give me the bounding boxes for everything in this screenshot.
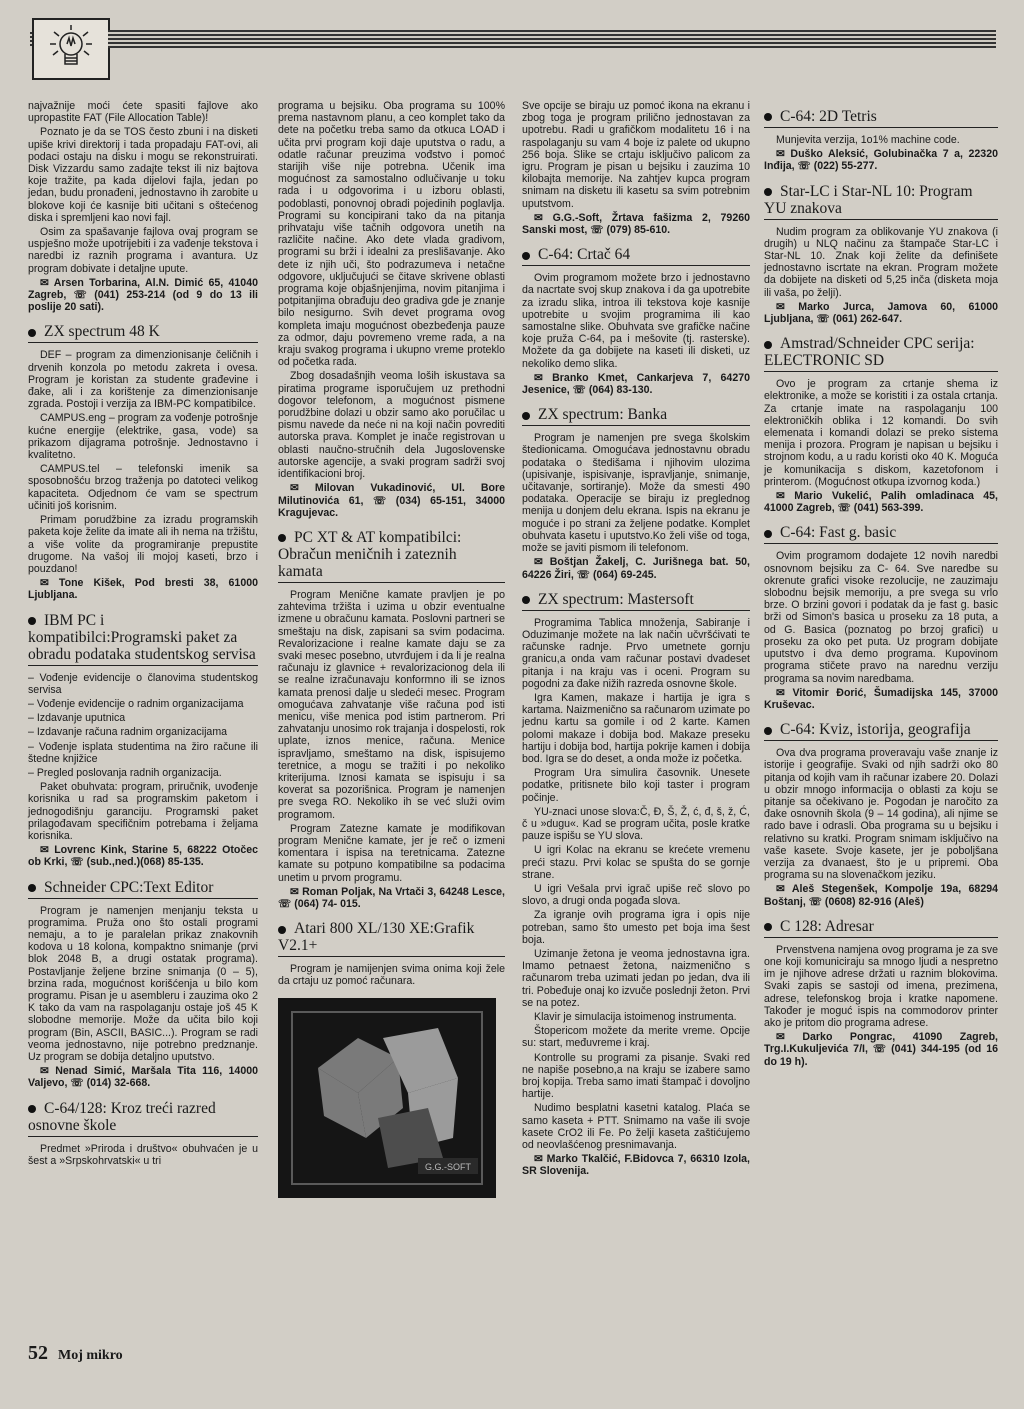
bullet-icon: [764, 188, 772, 196]
paragraph: programa u bejsiku. Oba programa su 100% prema nastavnom planu, a ceo komplet tako da dete na početku treba samo da otkuca LOAD i učita prvi program koji daje uputstva o radu, a odatle računar preuzima vođstvo i pomoć starijih više nije potrebna. Učenik ima mogućnost za samostalno odlučivanje u toku rada i u odgovorima i u izboru oblasti, podoblasti, ponovnoj obradi pojedinih poglavlja. Programi su koncipirani tako da na pitanja prihvataju više tačnih odgovora unetih na različite načine. Ako dete vlada gradivom, programi su brži i idealni za preslišavanje. Ako dete iz njih uči, što podrazumeva i netačne odgovore, uključujući se čitave skrivene oblasti programa koje objašnjenjima, novim pitanjima i potpitanjima obrađuju deo gradiva gde je znanje bilo nesigurno. Svih devet programa ovog kompleta imaju mogućnost obezbeđenja pauze za odmor, daju povremeno vreme rada, a na kraju svakog programa i ukupno vreme proteklo od početka rada.: [278, 100, 505, 369]
section-heading: Amstrad/Schneider CPC serija: ELECTRONIC SD: [764, 335, 998, 372]
column-2: [278, 100, 505, 1206]
paragraph: Nudim program za oblikovanje YU znakova (i drugih) u NLQ načinu za štampače Star-LC i Star-NL 10. Znak koji želite da definišete jednostavno iscrtate na ekran. Program možete da dobijete na disketi od 5,25 inča (disketa moja ili vaša, po želji).: [764, 225, 998, 299]
paragraph: Program Menične kamate pravljen je po zahtevima tržišta i uzima u obzir eventualne izmene u obračunu kamata. Poslovni partneri se smeštaju na disk, zapisani sa svim podacima. Revalorizacione i realne kamate daju se za svaki mesec posebno, utvrđujem i da li je realna računaju iz glavnice + revalorizacionog dela ili se realne izračunavaju konformno ili se iznos kamata prenosi dalje u sledeći mesec. Program omogućava zahvatanje više računa pod isti menicu, više menica pod istim partnerom. Pri zahvatanju unosimo rok trajanja i dospelosti, rok uplate, iznos menice, računa. Menice ispravljamo, smeštamo na disk, ispisujemo teretnice, a mogu se tražiti i po nekoliko kriterijuma. Iznosi kamata se ispisuju i sa koverat sa pozorišnica. Program je namenjen pre svega RO. Nekoliko ih se već služi ovim programom.: [278, 588, 505, 821]
section-heading: ZX spectrum 48 K: [28, 323, 258, 343]
paragraph: Sve opcije se biraju uz pomoć ikona na ekranu i zbog toga je program prilično jednostavan za upotrebu. Radi u grafičkom modalitetu 16 i na raspolaganju su vam 4 boje iz palete od ukupno 256 boja. Slike se crtaju isključivo palicom za igru. Program je pisan u bejsiku i zauzima 10 kilobajta memorije. Na zahtjev kupca program snimam na disketu ili kasetu sa svim potrebnim uputstvom.: [522, 100, 750, 210]
address: ✉ Arsen Torbarina, Al.N. Dimić 65, 41040 Zagreb, ☏ (041) 253-214 (od 9 do 13 ili poslije 20 sati).: [28, 276, 258, 314]
section-heading: C-64: Kviz, istorija, geografija: [764, 721, 998, 741]
bullet-icon: [764, 530, 772, 538]
paragraph: Klavir je simulacija istoimenog instrumenta.: [534, 1011, 737, 1023]
section-heading: C-64/128: Kroz treći razred osnovne škole: [28, 1100, 258, 1137]
column-4: [764, 100, 998, 1074]
list-item: – Vođenje evidencije o radnim organizacijama: [28, 697, 244, 710]
bullet-icon: [764, 727, 772, 735]
paragraph: Ovo je program za crtanje shema iz elektronike, a može se koristiti i za ostala crtanja. Za crtanje imate na raspolaganju 100 elektroničkih oblika i 12 komandi. Do svih elemenata i komandi dolazi se preko sistema menija i prozora. Program je napisan u bejsiku i strojnom kodu, a u radu koristi oko 40 K. Moguća je komunikacija s diskom, kazetofonom i printerom. (Mogućnost otkupa izvornog koda.): [764, 378, 998, 488]
paragraph: Poznato je da se TOS često zbuni i na disketi upiše krivi direktorij i tada propadaju FAT-ovi, ali podaci ostaju na disku i mogu se rekonstruirati. Disk Vizzardu samo zadajte tekst ili niz bajtova koje tražite, pa kada dijelovi fajla, jedan po jedan, budu pronađeni, jednostavno ih zarobite u blokove koji će kasnije biti učitani s oštećenog diska i spremljeni kao novi fajl.: [28, 126, 258, 224]
paragraph: Ovim programom možete brzo i jednostavno da nacrtate svoj skup znakova i da ga upotrebite za izradu slika, introa ili tekstova koje kasnije upotrebite u svojim programima ili kao samostalne slike. Obuhvata sve grafičke načine koje pruža C-64, pa i mešovite (tj. rasterske). Možete da ga dobijete na kaseti ili disketi, uz nekoliko demo slika.: [522, 272, 750, 370]
list-item: – Izdavanje uputnica: [28, 712, 126, 725]
list-item: – Vođenje isplata studentima na žiro račune ili štedne knjižice: [28, 740, 258, 765]
paragraph: Paket obuhvata: program, priručnik, uvođenje korisnika u rad sa programskim paketom i jednogodišnju garanciju. Programski paket prilagođavam specifičnim potrebama i željama korisnika.: [28, 781, 258, 842]
section-heading: C-64: 2D Tetris: [764, 108, 998, 128]
column-1: [28, 100, 258, 1169]
magazine-name: Moj mikro: [58, 1348, 123, 1363]
address: ✉ Roman Poljak, Na Vrtači 3, 64248 Lesce, ☏ (064) 74- 015.: [278, 885, 505, 910]
paragraph: Program je namenjen menjanju teksta u programima. Pruža ono što ostali programi nemaju, a to je paralelan prikaz znakovnih kodova u 18 kolona, kompaktno snimanje (prvi blok 2048 B, a drugi ostatak programa). Postavljanje željene brzine snimanja (0 – 5), brzina rada, mogućnost korišćenja u bilo kom programu. Pisan je u asembleru i zauzima oko 2 K tako da vam na raspolaganju ostaje još 45 K slobodne memorije. Može da učita bilo koji program (Bin, ASCII, BASIC...). Program se radi veoma jednostavno, nije potrebno predznanje. Uz program se dobija detaljno uputstvo.: [28, 904, 258, 1063]
paragraph: CAMPUS.tel – telefonski imenik sa sposobnošću brzog traženja po datoteci velikog kapaciteta. Odjednom će vam se spectrum učiniti još korisnim.: [28, 463, 258, 512]
bullet-icon: [28, 329, 36, 337]
address: ✉ Milovan Vukadinović, Ul. Bore Milutinovića 61, ☏ (034) 65-151, 34000 Kragujevac.: [278, 482, 505, 519]
paragraph: Primam porudžbine za izradu programskih paketa koje želite da imate ali ih nema na tržištu, a više volite da programiranje prepustite drugome. Na vašoj ili mojoj kaseti, brzo i pouzdano!: [28, 514, 258, 575]
bullet-icon: [28, 1105, 36, 1113]
header-stripes: [108, 30, 996, 48]
section-heading: ZX spectrum: Banka: [522, 406, 750, 426]
section-heading: C-64: Fast g. basic: [764, 524, 998, 544]
column-3: [522, 100, 750, 1184]
list-item: – Pregled poslovanja radnih organizacija.: [28, 766, 222, 779]
paragraph: Kontrolle su programi za pisanje. Svaki red ne napiše posebno,a na kraju se izabere samo broj kopija. Treba samo imati štampač i dovoljno hartije.: [522, 1051, 750, 1101]
section-heading: PC XT & AT kompatibilci: Obračun meničnih i zateznih kamata: [278, 529, 505, 583]
paragraph: CAMPUS.eng – program za vođenje potrošnje kućne energije (elektrike, gasa, vode) sa prikazom dijagrama potrošnje. Jednostavno i kvalitetno.: [28, 412, 258, 462]
bullet-icon: [278, 926, 286, 934]
section-heading: Atari 800 XL/130 XE:Grafik V2.1+: [278, 920, 505, 957]
bullet-icon: [522, 412, 530, 420]
paragraph: Zbog dosadašnjih veoma loših iskustava sa piratima programe isporučujem uz prethodni dogovor telefonom, a mogućnost pismene porudžbine dolazi u obzir samo ako poručilac u pismu navede da neće ni na koji način povrediti autorska prava. Komplet je inače registrovan u oblasti naučno-stručnih dela Jugoslovenske autorske agencije, a svaki program sadrži svoj identifikacioni broj.: [278, 370, 505, 481]
section-heading: C 128: Adresar: [764, 918, 998, 938]
paragraph: Uzimanje žetona je veoma jednostavna igra. Imamo petnaest žetona, naizmenično s računarom treba uzimati jedan po jedan, dva ili tri. Pobeđuje onaj ko izvuče poslednji žeton. Prvi se na potez.: [522, 947, 750, 1009]
address: ✉ Nenad Simić, Maršala Tita 116, 14000 Valjevo, ☏ (014) 32-668.: [28, 1065, 258, 1090]
paragraph: Program Ura simulira časovnik. Unesete podatke, pritisnete bilo koji taster i program počinje.: [522, 767, 750, 804]
address: ✉ Tone Kišek, Pod bresti 38, 61000 Ljubljana.: [28, 577, 258, 602]
paragraph: Štopericom možete da merite vreme. Opcije su: start, međuvreme i kraj.: [522, 1025, 750, 1050]
bullet-icon: [278, 534, 286, 542]
address: ✉ Boštjan Žakelj, C. Jurišnega bat. 50, 64226 Žiri, ☏ (064) 69-245.: [522, 556, 750, 581]
paragraph: Program Zatezne kamate je modifikovan program Menične kamate, jer je reč o izmeni komentara i ispisa na teretnicama. Zatezne kamate su potpuno kompatibilne sa podacima unetim u prvom programu.: [278, 822, 505, 884]
bullet-icon: [764, 341, 772, 349]
paragraph: Prvenstvena namjena ovog programa je za sve one koji komuniciraju sa mnogo ljudi a nespretno im je njihove adrese držati u raznim blokovima. Svaki zapis se sastoji od imena, prezimena, adrese, telefonskog broja i kratke napomene. Također je moguć ispis na commodorov printer ako je pritom dio programa adrese.: [764, 943, 998, 1029]
address: ✉ Aleš Stegenšek, Kompolje 19a, 68294 Boštanj, ☏ (0608) 82-916 (Aleš): [764, 883, 998, 908]
paragraph: najvažnije moći ćete spasiti fajlove ako upropastite FAT (File Allocation Table)!: [28, 100, 258, 125]
paragraph: U igri Vešala prvi igrač upiše reč slovo po slovo, a drugi onda pogađa slova.: [522, 882, 750, 908]
list-item: – Vođenje evidencije o članovima studentskog servisa: [28, 671, 258, 696]
address: ✉ Darko Pongrac, 41090 Zagreb, Trg.I.Kukuljevića 7/I, ☏ (041) 344-195 (od 16 do 19 h).: [764, 1031, 998, 1068]
photo-caption: G.G.-SOFT: [425, 1161, 471, 1172]
address: ✉ Marko Jurca, Jamova 60, 61000 Ljubljana, ☏ (061) 262-647.: [764, 300, 998, 326]
screenshot-photo: [278, 998, 496, 1198]
paragraph: Osim za spašavanje fajlova ovaj program se uspješno može upotrijebiti i za vađenje tekstova i naredbi iz raznih programa i avantura. Uz program dobivate i detaljne upute.: [28, 226, 258, 275]
paragraph: U igri Kolac na ekranu se krećete vremenu preći stazu. Prvi kolac se spušta do se gornje strane.: [522, 844, 750, 881]
paragraph: Program je namenjen pre svega školskim štedionicama. Omogućava jednostavnu obradu podataka o štedišama i njihovim ulozima (upisivanje, ispisivanje, ispravljanje, snimanje, učitavanje, sortiranje). Može da smesti 490 podataka. Operacije se biraju iz preglednog menija u donjem delu ekrana. Ispis na ekranu je moguće i po strani za željene podatke. Komplet obuhvata kasetu i uputstvo.Ko želi više od toga, može se javiti pismom ili telefonom.: [522, 432, 750, 555]
paragraph: Nudimo besplatni kasetni katalog. Plaća se samo kaseta + PTT. Snimamo na vaše ili svoje kasete CrO2 ili Fe. Po želji kaseta zaštićujemo od neovlašćenog presnimavanja.: [522, 1102, 750, 1152]
bullet-icon: [764, 923, 772, 931]
page-number: 52: [28, 1342, 48, 1364]
paragraph: Program je namijenjen svima onima koji žele da crtaju uz pomoć računara.: [278, 963, 505, 988]
paragraph: Ovim programom dodajete 12 novih naredbi osnovnom bejsiku za C- 64. Sve naredbe su okrenute grafici visoke rezolucije, ne zauzimaju slobodnu bejsik memoriju, a pre svega su vrlo brze. O brzini govori i podatak da je fast g. basic brži od Simon's basica u proseku za 18 puta, a od G. Basica (poznatog po brzoj grafici) u proseku za oko pet puta. Uz program dobijate uputstvo i dva demo programa. Kupovinom programa stičete pravo na narednu verziju programa sa novim naredbama.: [764, 550, 998, 685]
list-item: – Izdavanje računa radnim organizacijama: [28, 726, 228, 739]
section-heading: Schneider CPC:Text Editor: [28, 879, 258, 899]
section-heading: Star-LC i Star-NL 10: Program YU znakova: [764, 183, 998, 220]
address: ✉ Duško Aleksić, Golubinačka 7 a, 22320 Inđija, ☏ (022) 55-277.: [764, 148, 998, 173]
address: ✉ G.G.-Soft, Žrtava fašizma 2, 79260 Sanski most, ☏ (079) 85-610.: [522, 211, 750, 237]
page-footer: [28, 1342, 123, 1365]
paragraph: Za igranje ovih programa igra i opis nije potreban, samo što umesto pet boja ima šest boja.: [522, 909, 750, 946]
paragraph: YU-znaci unose slova:Č, Đ, Š, Ž, ć, đ, š, ž, Ć, č u »dugu«. Kad se program učita, posle kratke pauze ispišu se YU slova.: [522, 805, 750, 843]
lightbulb-logo-icon: [32, 18, 110, 80]
address: ✉ Marko Tkalčić, F.Bidovca 7, 66310 Izola, SR Slovenija.: [522, 1153, 750, 1178]
address: ✉ Lovrenc Kink, Starine 5, 68222 Otočec ob Krki, ☏ (sub.,ned.)(068) 85-135.: [28, 844, 258, 869]
paragraph: Igra Kamen, makaze i hartija je igra s kartama. Naizmenično sa računarom uzimate po jednu kartu sa gomile i od 2 karte. Kamen polomi makaze i dobija bod. Makaze preseku hartiju i dobija bod, hartija pokrije kamen i dobija bod. Igra se do deset, a onda može iz početka.: [522, 691, 750, 765]
paragraph: Programima Tablica množenja, Sabiranje i Oduzimanje možete na lak način učvršćivati te računske radnje. Prvo umetnete gornju granicu,a onda vam računar postavi dvadeset pitanja i na kraju vas i oceni. Program su pogodni za đake nižih razreda osnovne škole.: [522, 616, 750, 690]
bullet-icon: [522, 596, 530, 604]
bullet-icon: [28, 617, 36, 625]
address: ✉ Vitomir Đorić, Šumadijska 145, 37000 Kruševac.: [764, 686, 998, 711]
paragraph: Ova dva programa proveravaju vaše znanje iz istorije i geografije. Svaki od njih sadrži oko 80 pitanja od kojih vam ih računar izabere 20. Dolazi u obzir mnogo informacija o oblasti za koju se pitanje sa očekivano je. Pogodan je naročito za đake osnovnih škola (9 – 14 godina), ali njime se rado bave i odrasli. Oba programa su u bejsiku i relativno su kratki. Program snimam isključivo na vaše kasete. Svoje kasete, jer je poboljšana verzija za dvanaest, što je u pripremi. Oba programa su na slovenačkom jeziku.: [764, 747, 998, 882]
bullet-icon: [28, 884, 36, 892]
bullet-icon: [522, 252, 530, 260]
bullet-icon: [764, 113, 772, 121]
section-heading: IBM PC i kompatibilci:Programski paket za obradu podataka studentskog servisa: [28, 612, 258, 666]
paragraph: Predmet »Priroda i društvo« obuhvaćen je u šest a »Srpskohrvatski« u tri: [28, 1142, 258, 1167]
address: ✉ Mario Vukelić, Palih omladinaca 45, 41000 Zagreb, ☏ (041) 563-399.: [764, 490, 998, 515]
paragraph: Munjevita verzija, 1o1% machine code.: [776, 134, 960, 146]
section-heading: C-64: Crtač 64: [522, 246, 750, 266]
paragraph: DEF – program za dimenzionisanje čeličnih i drvenih konzola po metodu zakreta i ovesa. Program je koristan za studente građevine i đake, ali i za korištenje za dimenzionisanje zgrada. Postoji i verzija za IBM-PC kompatibilce.: [28, 349, 258, 411]
section-heading: ZX spectrum: Mastersoft: [522, 591, 750, 611]
address: ✉ Branko Kmet, Cankarjeva 7, 64270 Jesenice, ☏ (064) 83-130.: [522, 371, 750, 397]
